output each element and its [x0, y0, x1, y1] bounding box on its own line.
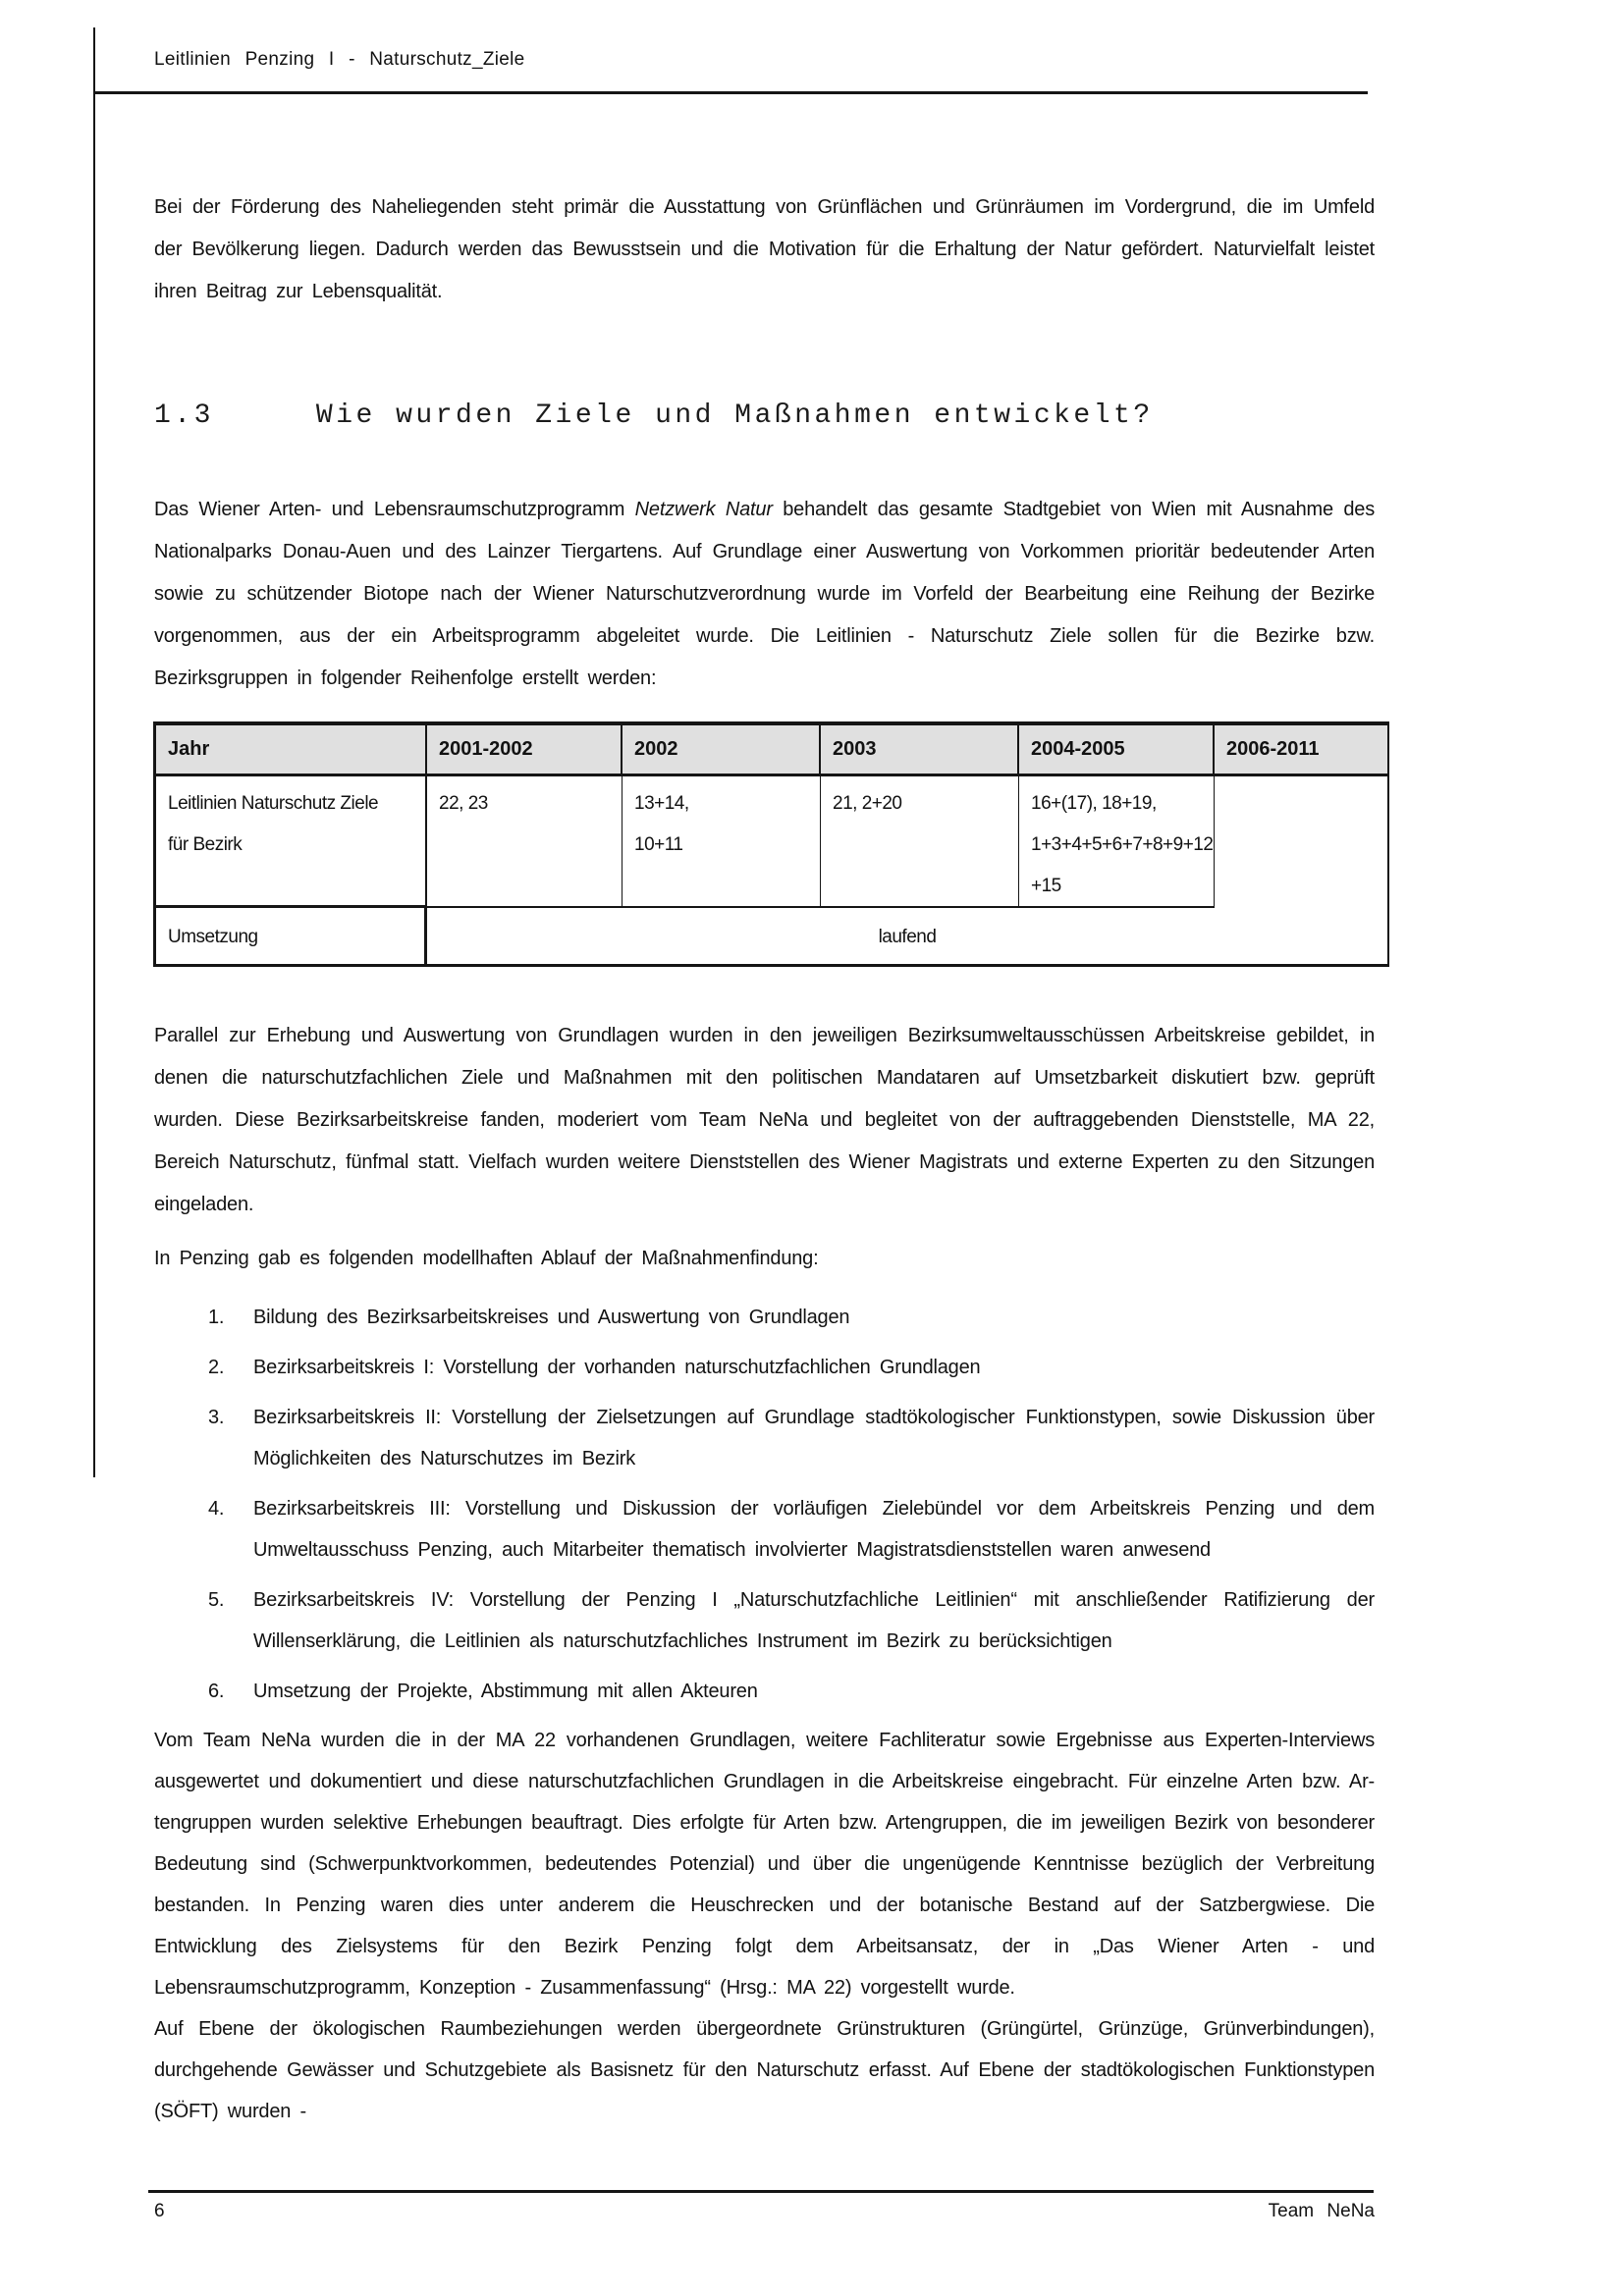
- section-heading: [154, 400, 1154, 431]
- step-text: Bezirksarbeitskreis III: Vorstellung und Diskussion der vorläufigen Zielebündel vor dem Arbeitskreis Penzing und dem Umweltausschuss Penzing, auch Mitarbeiter thematisch involvierter Magistratsdienststellen waren anwesend: [253, 1498, 1375, 1561]
- step-number: 3.: [208, 1407, 225, 1428]
- table-header-2003: 2003: [821, 725, 1019, 776]
- table-header-2001-2002: 2001-2002: [427, 725, 623, 776]
- step-text: Bezirksarbeitskreis I: Vorstellung der vorhanden naturschutzfachlichen Grundlagen: [253, 1357, 981, 1378]
- page-header-title: Leitlinien Penzing I - Naturschutz_Ziele: [154, 49, 525, 70]
- process-section: [154, 1015, 1375, 1721]
- footer-author: Team NeNa: [1268, 2201, 1375, 2221]
- table-umsetzung-label: Umsetzung: [156, 908, 427, 964]
- intro-paragraph: Bei der Förderung des Naheliegenden steht primär die Ausstattung von Grünflächen und Grünräumen im Vordergrund, die im Umfeld der Bevölkerung liegen. Dadurch werden das Bewusstsein und die Motivation für die Erhaltung der Natur gefördert. Naturvielfalt leistet ihren Beitrag zur Lebensqualität.: [154, 196, 1375, 302]
- table-header-2002: 2002: [623, 725, 821, 776]
- step-number: 2.: [208, 1357, 225, 1378]
- table-cell-2004-2005: 16+(17), 18+19, 1+3+4+5+6+7+8+9+12 +15: [1019, 776, 1215, 908]
- section-number: 1.3: [154, 400, 214, 431]
- step-text: Bezirksarbeitskreis IV: Vorstellung der Penzing I „Naturschutzfachliche Leitlinien“ mit anschließender Ratifizierung der Willenserklärung, die Leitlinien als naturschutzfachliches Instrument im Bezirk zu berücksichtigen: [253, 1589, 1375, 1652]
- step-number: 1.: [208, 1307, 225, 1328]
- section-title: Wie wurden Ziele und Maßnahmen entwickelt?: [315, 400, 1154, 431]
- table-header-jahr: Jahr: [156, 725, 427, 776]
- team-paragraph: Vom Team NeNa wurden die in der MA 22 vorhandenen Grundlagen, weitere Fachliteratur sowie Ergebnisse aus Experten-Interviews ausgewertet und dokumentiert und diese naturschutzfachlichen Grundlagen in die Arbeitskreise eingebracht. Für einzelne Arten bzw. Ar-tengruppen wurden selektive Erhebungen beauftragt. Dies erfolgte für Arten bzw. Artengruppen, die im jeweiligen Bezirk von besonderer Bedeutung sind (Schwerpunktvorkommen, bedeutendes Potenzial) und über die ungenügende Kenntnisse bezüglich der Verbreitung bestanden. In Penzing waren dies unter anderem die Heuschrecken und der botanische Bestand auf der Satzbergwiese. Die Entwicklung des Zielsystems für den Bezirk Penzing folgt dem Arbeitsansatz, der in „Das Wiener Arten - und Lebensraumschutzprogramm, Konzeption - Zusammenfassung“ (Hrsg.: MA 22) vorgestellt wurde.: [154, 1730, 1375, 1999]
- step-number: 6.: [208, 1681, 225, 1702]
- step-number: 4.: [208, 1498, 225, 1520]
- ablauf-step: [154, 1488, 1375, 1571]
- ablauf-step: [154, 1297, 1375, 1338]
- header-rule: [94, 91, 1368, 94]
- table-cell-2002: 13+14, 10+11: [623, 776, 821, 908]
- raum-paragraph: Auf Ebene der ökologischen Raumbeziehungen werden übergeordnete Grünstrukturen (Grüngürtel, Grünzüge, Grünverbindungen), durchgehende Gewässer und Schutzgebiete als Basisnetz für den Naturschutz erfasst. Auf Ebene der stadtökologischen Funktionstypen (SÖFT) wurden -: [154, 2018, 1375, 2122]
- ablauf-step: [154, 1347, 1375, 1388]
- closing-section: [154, 1720, 1375, 2132]
- revision-change-bar: [93, 27, 95, 1477]
- table-cell-2003: 21, 2+20: [821, 776, 1019, 908]
- page-number: 6: [154, 2201, 165, 2221]
- ablauf-intro-line: In Penzing gab es folgenden modellhaften Ablauf der Maßnahmenfindung:: [154, 1248, 819, 1269]
- table-umsetzung-value: laufend: [878, 927, 937, 947]
- schedule-table: [153, 721, 1389, 967]
- table-header-2004-2005: 2004-2005: [1019, 725, 1215, 776]
- step-number: 5.: [208, 1589, 225, 1611]
- table-header-2006-2011: 2006-2011: [1215, 725, 1387, 776]
- table-cell-2006-2011: [1215, 776, 1387, 908]
- program-paragraph: [154, 489, 1375, 700]
- ablauf-step-list: [154, 1297, 1375, 1712]
- ablauf-step: [154, 1579, 1375, 1662]
- table-row-title: Leitlinien Naturschutz Ziele für Bezirk: [156, 776, 427, 908]
- step-text: Bezirksarbeitskreis II: Vorstellung der Zielsetzungen auf Grundlage stadtökologischer Funktionstypen, sowie Diskussion über Möglichkeiten des Naturschutzes im Bezirk: [253, 1407, 1375, 1469]
- footer-rule: [148, 2190, 1374, 2193]
- ablauf-step: [154, 1671, 1375, 1712]
- program-name-italic: Netzwerk Natur: [634, 499, 773, 520]
- program-text-before: Das Wiener Arten- und Lebensraumschutzprogramm: [154, 499, 635, 520]
- table-cell-2001-2002: 22, 23: [427, 776, 623, 908]
- program-text-after: behandelt das gesamte Stadtgebiet von Wien mit Ausnahme des Nationalparks Donau-Auen und des Lainzer Tiergartens. Auf Grundlage einer Auswertung von Vorkommen prioritär bedeutender Arten sowie zu schützender Biotope nach der Wiener Naturschutzverordnung wurde im Vorfeld der Bearbeitung eine Reihung der Bezirke vorgenommen, aus der ein Arbeitsprogramm abgeleitet wurde. Die Leitlinien - Naturschutz Ziele sollen für die Bezirke bzw. Bezirksgruppen in folgender Reihenfolge erstellt werden:: [154, 499, 1375, 689]
- step-text: Bildung des Bezirksarbeitskreises und Auswertung von Grundlagen: [253, 1307, 850, 1328]
- process-paragraph: Parallel zur Erhebung und Auswertung von Grundlagen wurden in den jeweiligen Bezirksumweltausschüssen Arbeitskreise gebildet, in denen die naturschutzfachlichen Ziele und Maßnahmen mit den politischen Mandataren auf Umsetzbarkeit diskutiert bzw. geprüft wurden. Diese Bezirksarbeitskreise fanden, moderiert vom Team NeNa und begleitet von der auftraggebenden Dienststelle, MA 22, Bereich Naturschutz, fünfmal statt. Vielfach wurden weitere Dienststellen des Wiener Magistrats und externe Experten zu den Sitzungen eingeladen.: [154, 1025, 1375, 1215]
- ablauf-step: [154, 1397, 1375, 1479]
- step-text: Umsetzung der Projekte, Abstimmung mit allen Akteuren: [253, 1681, 758, 1702]
